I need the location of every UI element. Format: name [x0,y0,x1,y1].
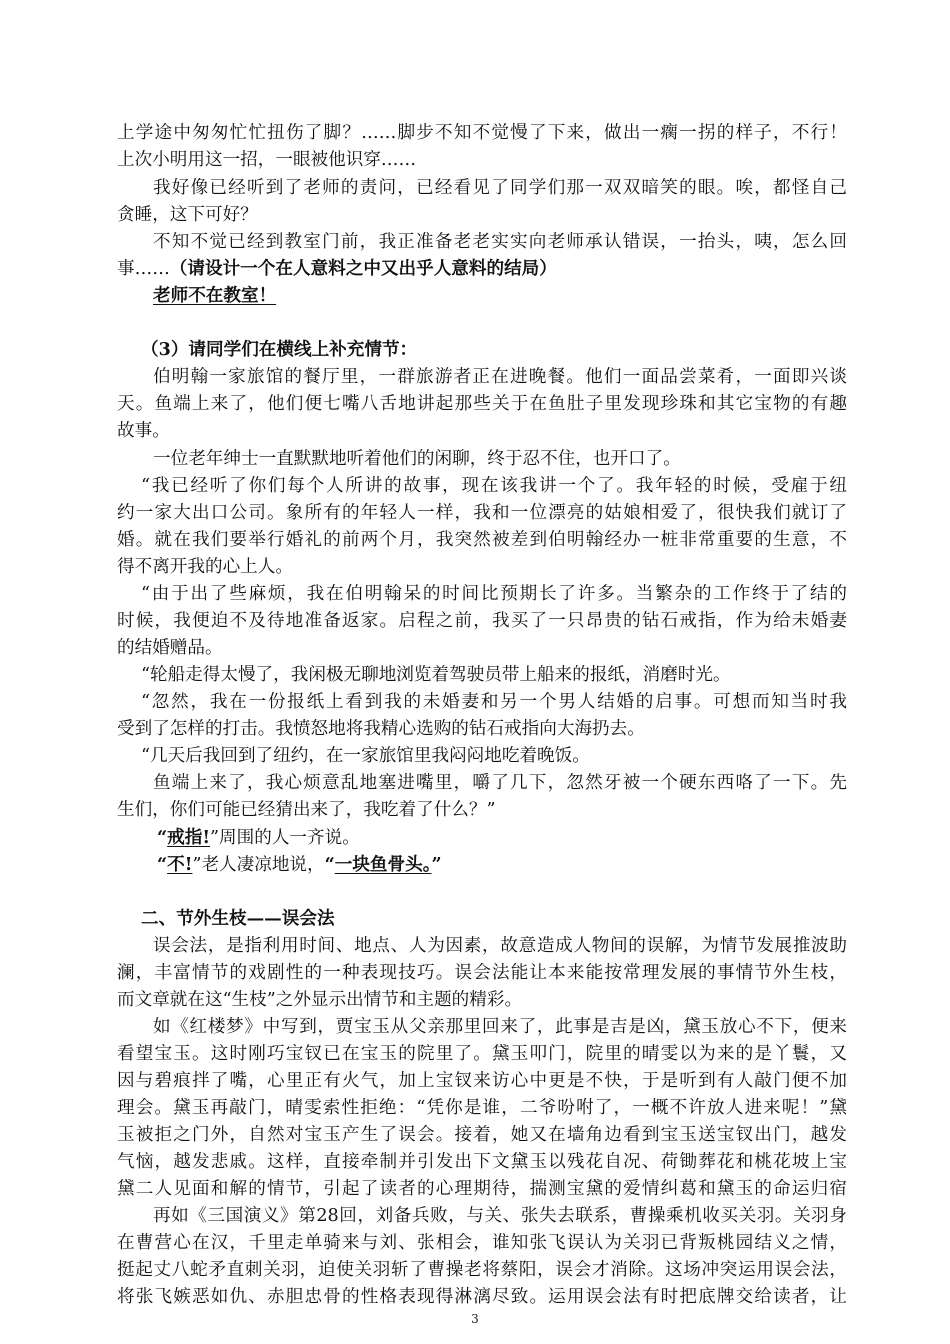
section-heading: 二、节外生枝——误会法 [141,908,335,929]
text-line: 我好像已经听到了老师的责问，已经看见了同学们那一双双暗笑的眼。唉，都怪自己 [153,178,847,198]
text-run: ”老人凄凉地说， [192,855,325,875]
text-line: 婚。就在我们要举行婚礼的前两个月，我突然被差到伯明翰经办一桩非常重要的生意，不 [117,530,847,550]
text-line: 而文章就在这“生枝”之外显示出情节和主题的精彩。 [117,990,523,1010]
text-line: 气恼，越发悲戚。这样，直接牵制并引发出下文黛玉以残花自况、荷锄葬花和桃花坡上宝 [117,1152,847,1172]
text-line: 上次小明用这一招，一眼被他识穿…… [117,150,417,170]
text-run: 事…… [117,259,170,279]
text-line [153,284,847,308]
text-line: 天。鱼端上来了，他们便七嘴八舌地讲起那些关于在鱼肚子里发现珍珠和其它宝物的有趣 [117,394,847,414]
text-line: “几天后我回到了纽约，在一家旅馆里我闷闷地吃着晚饭。 [141,746,590,766]
text-line: “忽然，我在一份报纸上看到我的未婚妻和另一个男人结婚的启事。可想而知当时我 [141,692,847,712]
text-line: 挺起丈八蛇矛直刺关羽，迫使关羽斩了曹操老将蔡阳，误会才消除。这场冲突运用误会法， [117,1260,847,1280]
text-line: 约一家大出口公司。象所有的年轻人一样，我和一位漂亮的姑娘相爱了，很快我们就订了 [117,503,847,523]
answer-text: 一块鱼骨头。 [334,854,432,875]
text-line: 生们，你们可能已经猜出来了，我吃着了什么？” [117,800,496,820]
text-line: 一位老年绅士一直默默地听着他们的闲聊，终于忍不住，也开口了。 [153,449,681,469]
text-line: 看望宝玉。这时刚巧宝钗已在宝玉的院里了。黛玉叩门，院里的晴雯以为来的是丫鬟，又 [117,1044,847,1064]
quote-mark: “ [157,827,168,848]
design-prompt: （请设计一个在人意料之中又出乎人意料的结局） [169,258,557,279]
text-line: “轮船走得太慢了，我闲极无聊地浏览着驾驶员带上船来的报纸，消磨时光。 [141,665,731,685]
text-line [157,853,887,877]
text-line: 理会。黛玉再敲门，晴雯索性拒绝：“凭你是谁，二爷吩咐了，一概不许放人进来呢！”黛 [117,1098,847,1118]
page-number: 3 [471,1312,479,1326]
text-line: 如《红楼梦》中写到，贾宝玉从父亲那里回来了，此事是吉是凶，黛玉放心不下，便来 [153,1017,847,1037]
text-line: 鱼端上来了，我心烦意乱地塞进嘴里，嚼了几下，忽然牙被一个硬东西咯了一下。先 [153,773,847,793]
text-line: “由于出了些麻烦，我在伯明翰呆的时间比预期长了许多。当繁杂的工作终于了结的 [141,584,847,604]
text-line: 贪睡，这下可好？ [117,205,258,225]
text-line: 的结婚赠品。 [117,638,223,658]
text-line: 再如《三国演义》第28回，刘备兵败，与关、张失去联系，曹操乘机收买关羽。关羽身 [153,1206,847,1226]
text-line: 不知不觉已经到教室门前，我正准备老老实实向老师承认错误，一抬头，咦，怎么回 [153,232,847,252]
section-subheading: （3）请同学们在横线上补充情节： [141,339,418,360]
text-line: 因与碧痕拌了嘴，心里正有火气，加上宝钗来访心中更是不快，于是听到有人敲门便不加 [117,1071,847,1091]
text-line: “我已经听了你们每个人所讲的故事，现在该我讲一个了。我年轻的时候，受雇于纽 [141,476,847,496]
text-line: 误会法，是指利用时间、地点、人为因素，故意造成人物间的误解，为情节发展推波助 [153,936,847,956]
text-line: 澜，丰富情节的戏剧性的一种表现技巧。误会法能让本来能按常理发展的事情节外生枝， [117,963,847,983]
text-line: 将张飞嫉恶如仇、赤胆忠骨的性格表现得淋漓尽致。运用误会法有时把底牌交给读者，让 [117,1287,847,1307]
text-line: 黛二人见面和解的情节，引起了读者的心理期待，揣测宝黛的爱情纠葛和黛玉的命运归宿 [117,1179,847,1199]
answer-text: 不! [167,854,193,875]
text-line: 在曹营心在汉，千里走单骑来与刘、张相会，谁知张飞误认为关羽已背叛桃园结义之情， [117,1233,847,1253]
text-line: 上学途中匆匆忙忙扭伤了脚？……脚步不知不觉慢了下来，做出一瘸一拐的样子，不行！ [117,123,847,143]
text-line: 得不离开我的心上人。 [117,557,293,577]
text-line: 时候，我便迫不及待地准备返家。启程之前，我买了一只昂贵的钻石戒指，作为给未婚妻 [117,611,847,631]
quote-mark: “ [157,854,168,875]
quote-mark: ” [431,854,442,875]
text-line: 玉被拒之门外，自然对宝玉产生了误会。接着，她又在墙角边看到宝玉送宝钗出门，越发 [117,1125,847,1145]
quote-mark: “ [324,854,335,875]
text-line [117,257,847,281]
text-line: 受到了怎样的打击。我愤怒地将我精心选购的钻石戒指向大海扔去。 [117,719,645,739]
text-line [157,826,887,850]
text-line: 伯明翰一家旅馆的餐厅里，一群旅游者正在进晚餐。他们一面品尝菜肴，一面即兴谈 [153,367,847,387]
text-run: ”周围的人一齐说。 [210,828,360,848]
answer-text: 戒指! [167,827,211,848]
text-line: 故事。 [117,421,170,441]
answer-text: 老师不在教室！ [153,285,277,306]
